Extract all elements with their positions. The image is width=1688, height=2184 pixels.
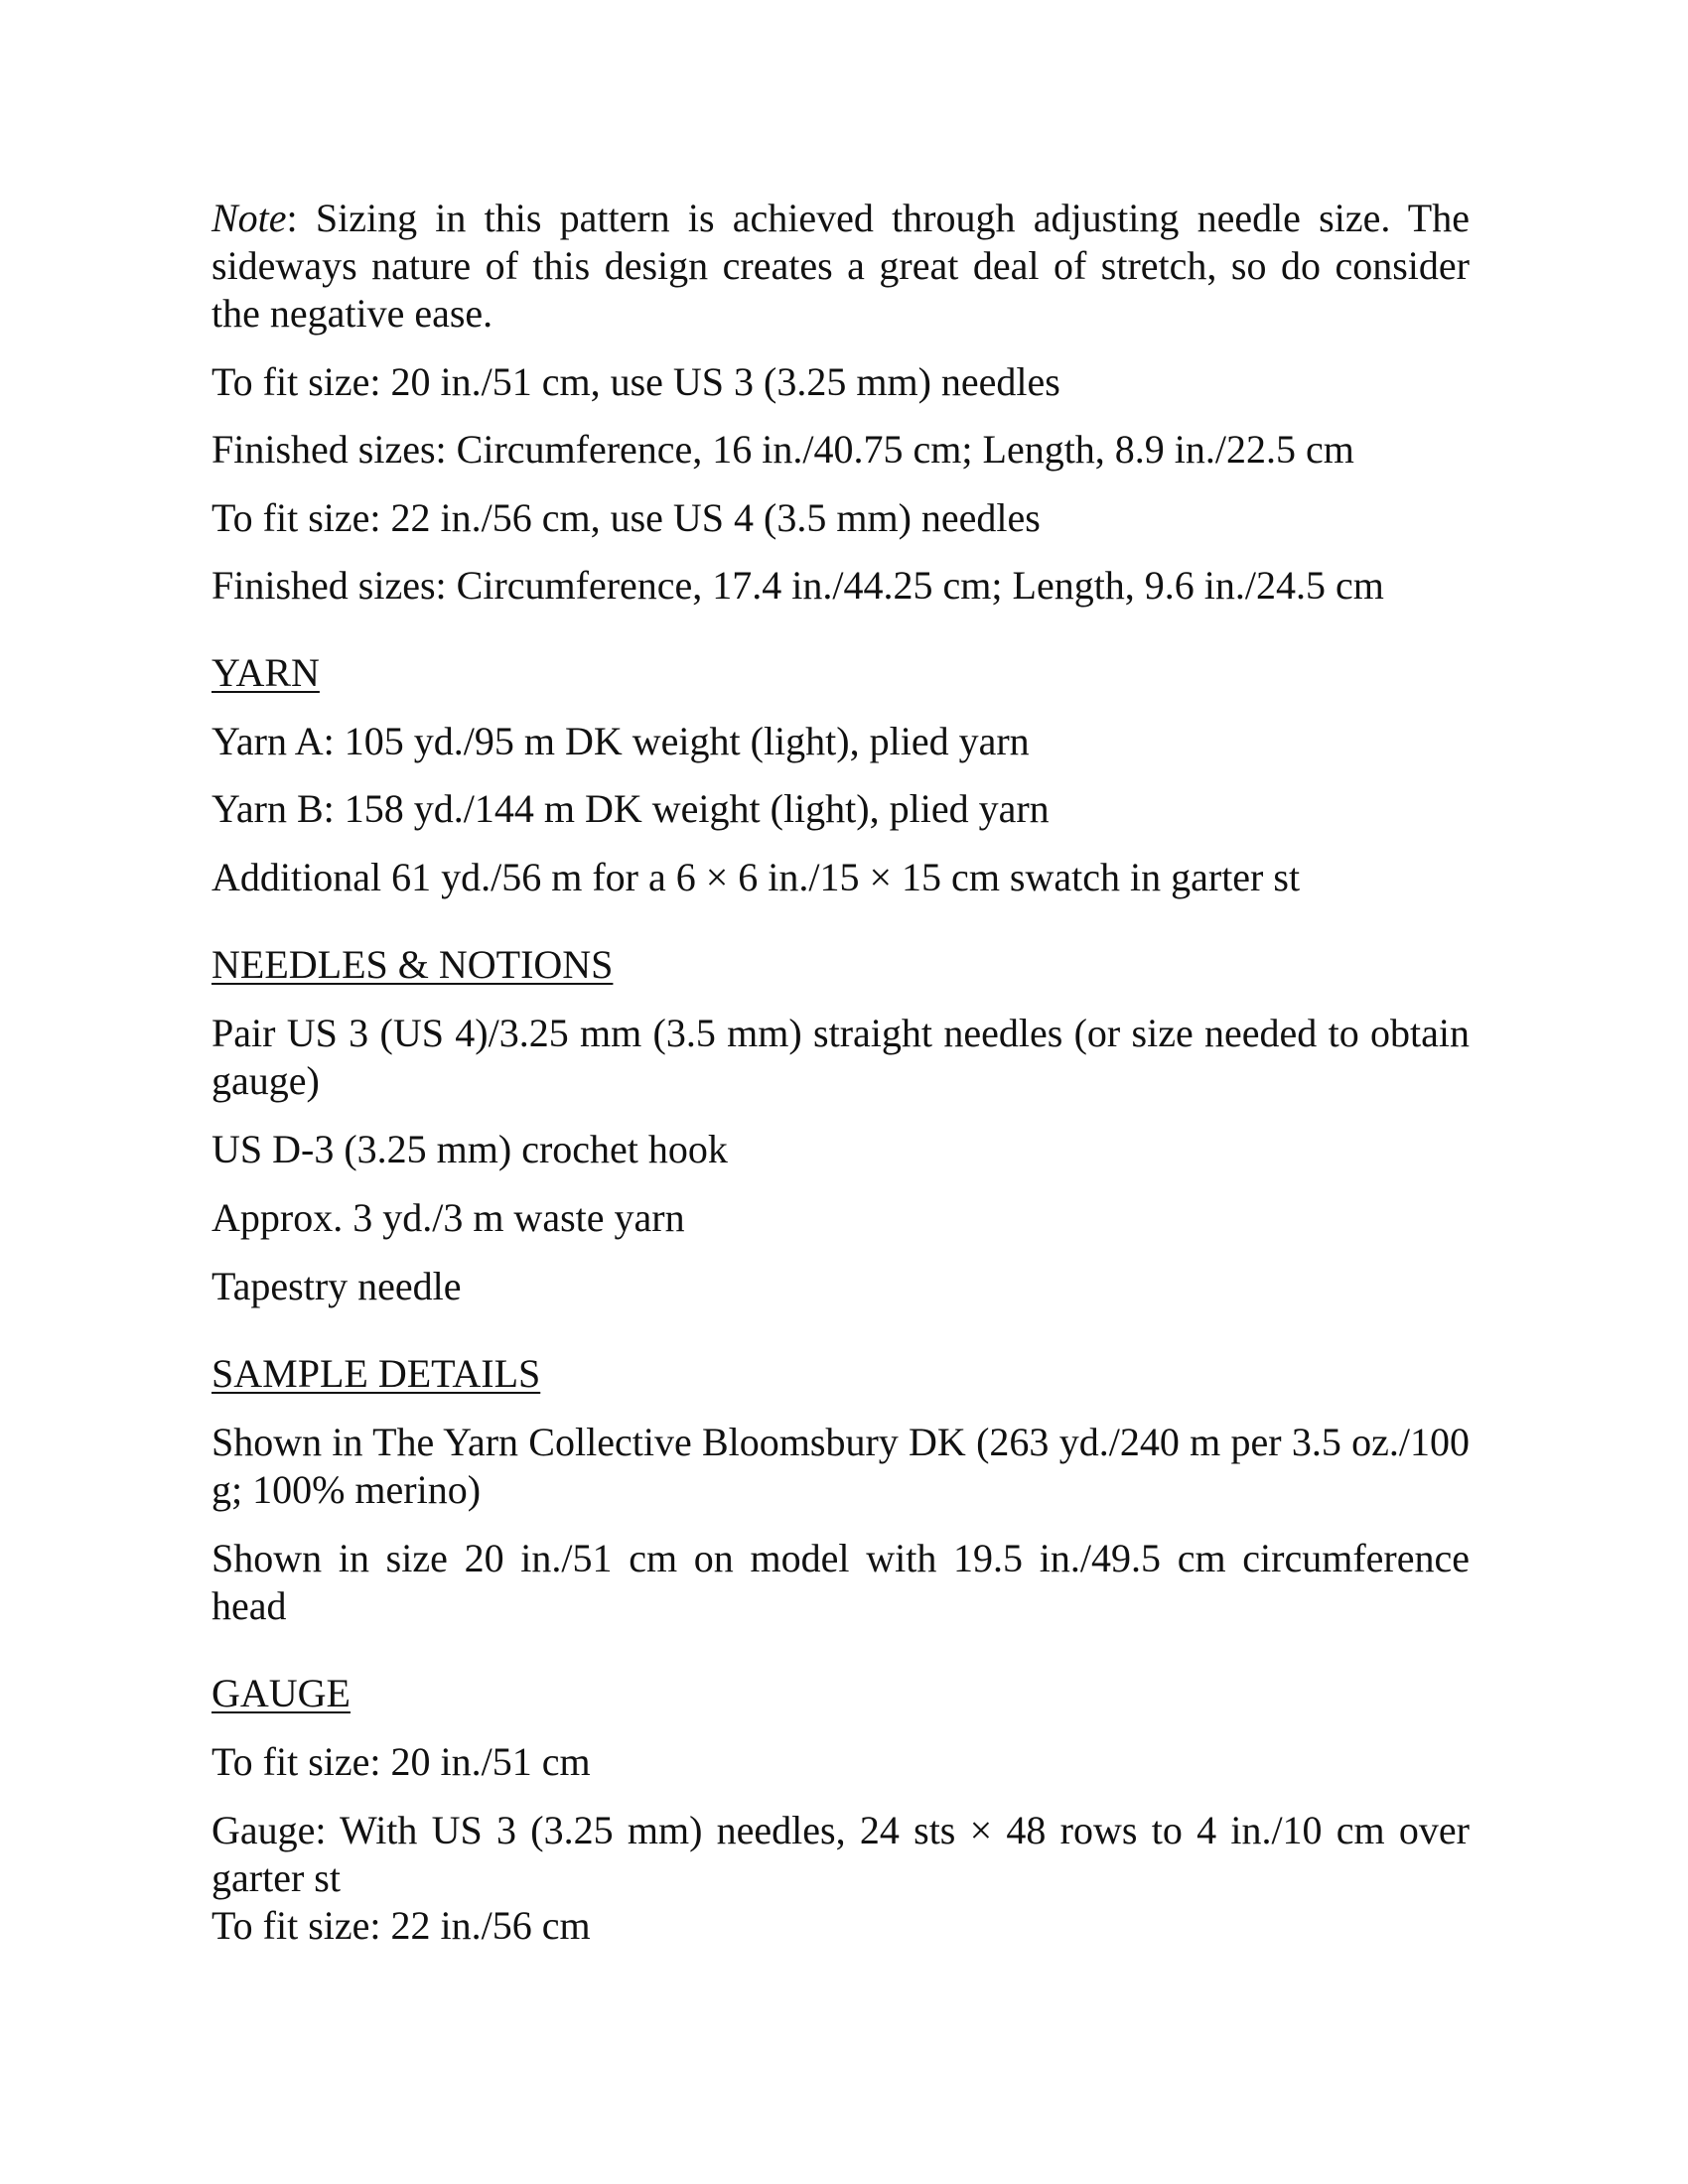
gauge-heading: GAUGE [211,1671,351,1715]
sample-item: Shown in size 20 in./51 cm on model with 19.5 in./49.5 cm circumference head [211,1536,1470,1628]
note-text: : Sizing in this pattern is achieved through adjusting needle size. The sideways nature of this design creates a great deal of stretch, so do consider the negative ease. [211,196,1470,336]
yarn-item: Yarn B: 158 yd./144 m DK weight (light), plied yarn [211,786,1050,831]
gauge-item: To fit size: 20 in./51 cm [211,1739,591,1784]
needles-item: Tapestry needle [211,1264,462,1308]
yarn-heading: YARN [211,650,320,695]
needles-heading: NEEDLES & NOTIONS [211,942,614,987]
finished-size-line-1: Finished sizes: Circumference, 16 in./40.75 cm; Length, 8.9 in./22.5 cm [211,427,1354,472]
gauge-item: Gauge: With US 3 (3.25 mm) needles, 24 sts × 48 rows to 4 in./10 cm over garter st [211,1808,1470,1900]
yarn-item: Additional 61 yd./56 m for a 6 × 6 in./15 × 15 cm swatch in garter st [211,855,1301,899]
needles-item: Approx. 3 yd./3 m waste yarn [211,1195,685,1240]
note-label: Note [211,196,287,240]
sample-item: Shown in The Yarn Collective Bloomsbury DK (263 yd./240 m per 3.5 oz./100 g; 100% merino) [211,1420,1470,1512]
yarn-item: Yarn A: 105 yd./95 m DK weight (light), plied yarn [211,719,1030,763]
size-line-1: To fit size: 20 in./51 cm, use US 3 (3.25 mm) needles [211,359,1060,404]
sample-heading: SAMPLE DETAILS [211,1351,541,1396]
needles-item: Pair US 3 (US 4)/3.25 mm (3.5 mm) straight needles (or size needed to obtain gauge) [211,1011,1470,1103]
document-page [211,195,1470,1950]
finished-size-line-2: Finished sizes: Circumference, 17.4 in./44.25 cm; Length, 9.6 in./24.5 cm [211,563,1384,608]
size-line-2: To fit size: 22 in./56 cm, use US 4 (3.5 mm) needles [211,495,1041,540]
needles-item: US D-3 (3.25 mm) crochet hook [211,1127,728,1171]
note-paragraph [211,195,1470,338]
gauge-item: To fit size: 22 in./56 cm [211,1903,591,1948]
